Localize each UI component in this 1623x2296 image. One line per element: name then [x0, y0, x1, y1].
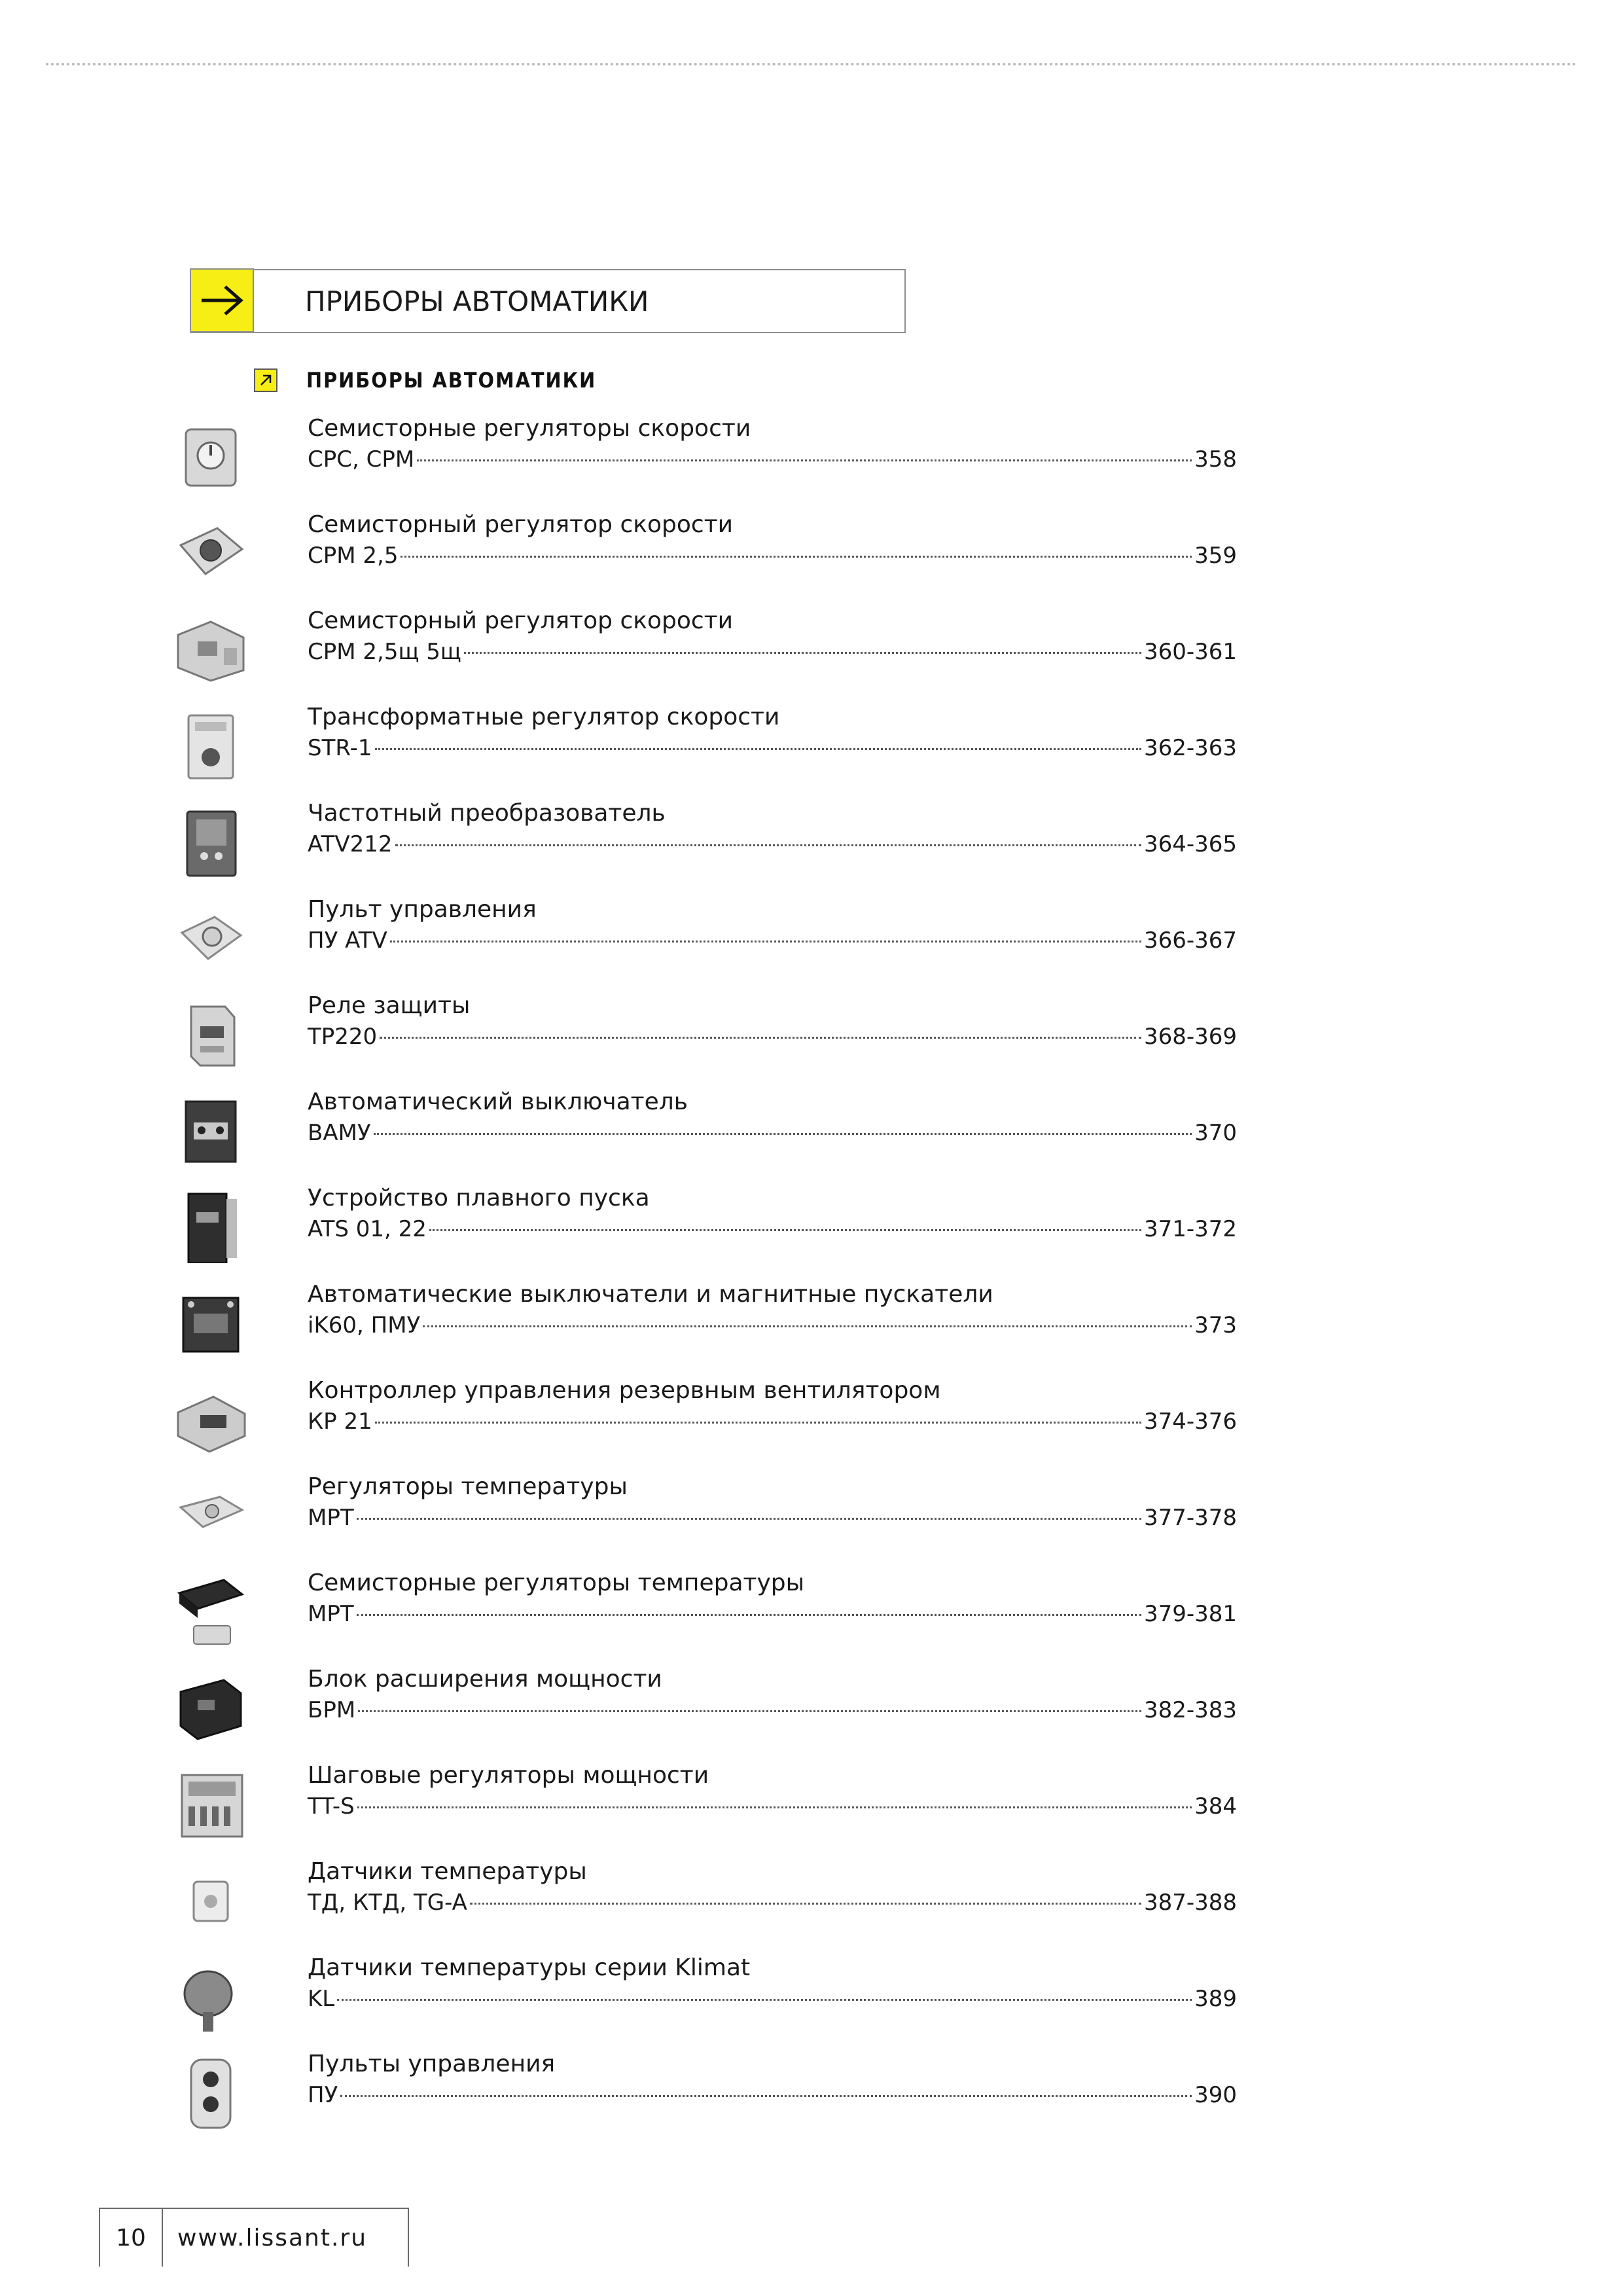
- arrow-up-right-icon: [254, 368, 277, 392]
- page-footer: [99, 2208, 409, 2267]
- toc-entry: [0, 987, 1623, 1083]
- entry-model-code: STR-1: [308, 735, 372, 761]
- entry-code-line: [308, 1024, 1237, 1050]
- entry-title: Устройство плавного пуска: [308, 1185, 650, 1211]
- entry-title: Датчики температуры: [308, 1858, 587, 1885]
- entry-model-code: СРС, СРМ: [308, 446, 415, 473]
- entry-model-code: TT-S: [308, 1793, 355, 1820]
- entry-code-line: [308, 1216, 1237, 1242]
- product-image-control-panel: [171, 904, 250, 975]
- entry-title: Регуляторы температуры: [308, 1473, 628, 1500]
- product-image-backup-fan-controller: [171, 1385, 250, 1456]
- toc-entry: [0, 410, 1623, 506]
- entry-code-line: [308, 1890, 1237, 1916]
- entry-model-code: МРТ: [308, 1505, 354, 1531]
- dot-leader: [464, 652, 1141, 654]
- product-image-temperature-sensor: [171, 1866, 250, 1937]
- entry-code-line: [308, 735, 1237, 761]
- entry-title: Датчики температуры серии Klimat: [308, 1954, 751, 1981]
- toc-entry: [0, 506, 1623, 602]
- entry-title: Шаговые регуляторы мощности: [308, 1762, 709, 1789]
- toc-entry: [0, 1179, 1623, 1276]
- entry-title: Автоматические выключатели и магнитные пускатели: [308, 1281, 993, 1308]
- entry-page-number: 364-365: [1143, 831, 1237, 857]
- dot-leader: [337, 1999, 1192, 2001]
- toc-entry: [0, 1083, 1623, 1179]
- entry-model-code: ATS 01, 22: [308, 1216, 427, 1242]
- product-image-din-rail-controller: [171, 615, 250, 686]
- entry-title: Семисторный регулятор скорости: [308, 607, 734, 634]
- dot-leader: [358, 1710, 1141, 1712]
- dot-leader: [395, 844, 1141, 846]
- dot-leader: [470, 1903, 1141, 1905]
- product-image-triac-temperature-regulator: [171, 1577, 250, 1648]
- dot-leader: [374, 1133, 1192, 1135]
- toc-entry: [0, 2045, 1623, 2142]
- dot-leader: [375, 1422, 1141, 1424]
- entry-code-line: [308, 1986, 1237, 2012]
- arrow-right-icon: [190, 268, 254, 332]
- toc-entry: [0, 698, 1623, 795]
- toc-entry: [0, 891, 1623, 987]
- entry-title: Пульт управления: [308, 896, 537, 923]
- page-number: 10: [100, 2209, 163, 2267]
- entry-model-code: МРТ: [308, 1601, 354, 1627]
- entry-page-number: 374-376: [1143, 1408, 1237, 1435]
- entry-title: Контроллер управления резервным вентилятором: [308, 1377, 941, 1404]
- entry-title: Автоматический выключатель: [308, 1088, 688, 1115]
- entry-model-code: ТД, КТД, TG-A: [308, 1890, 467, 1916]
- product-image-protection-relay: [171, 1000, 250, 1071]
- entry-code-line: [308, 446, 1237, 473]
- entry-page-number: 373: [1194, 1312, 1237, 1338]
- product-image-frequency-converter: [171, 808, 250, 878]
- entry-page-number: 371-372: [1143, 1216, 1237, 1242]
- entry-code-line: [308, 1312, 1237, 1338]
- entry-page-number: 389: [1194, 1986, 1237, 2012]
- entry-title: Частотный преобразователь: [308, 800, 666, 827]
- toc-entry: [0, 1276, 1623, 1372]
- entry-page-number: 359: [1194, 543, 1237, 569]
- product-image-transformer-controller: [171, 711, 250, 782]
- product-image-rotary-speed-controller: [171, 423, 250, 493]
- toc-entry: [0, 1372, 1623, 1468]
- entry-model-code: ATV212: [308, 831, 393, 857]
- entry-title: Реле защиты: [308, 992, 471, 1019]
- product-image-klimat-sensor: [171, 1962, 250, 2033]
- dot-leader: [375, 748, 1141, 750]
- toc-entry: [0, 1564, 1623, 1660]
- entry-model-code: СРМ 2,5: [308, 543, 399, 569]
- entry-page-number: 368-369: [1143, 1024, 1237, 1050]
- toc-entry: [0, 1468, 1623, 1564]
- table-of-contents: [0, 410, 1623, 2142]
- subsection-heading: [254, 368, 596, 393]
- entry-page-number: 362-363: [1143, 735, 1237, 761]
- entry-title: Семисторный регулятор скорости: [308, 511, 734, 538]
- entry-model-code: ПУ: [308, 2082, 338, 2108]
- toc-entry: [0, 1949, 1623, 2045]
- product-image-step-power-regulator: [171, 1770, 250, 1840]
- entry-code-line: [308, 831, 1237, 857]
- product-image-soft-starter: [171, 1193, 250, 1263]
- entry-model-code: ПУ ATV: [308, 927, 387, 954]
- entry-code-line: [308, 543, 1237, 569]
- entry-title: Блок расширения мощности: [308, 1666, 662, 1693]
- entry-model-code: ВАМУ: [308, 1120, 371, 1146]
- entry-page-number: 390: [1194, 2082, 1237, 2108]
- product-image-wall-speed-controller: [171, 519, 250, 590]
- website-url: www.lissant.ru: [177, 2224, 368, 2251]
- toc-entry: [0, 1853, 1623, 1949]
- dot-leader: [357, 1614, 1141, 1616]
- entry-model-code: БРМ: [308, 1697, 356, 1723]
- entry-code-line: [308, 639, 1237, 665]
- entry-page-number: 360-361: [1143, 639, 1237, 665]
- product-image-push-button-station: [171, 2058, 250, 2129]
- dot-leader: [357, 1518, 1141, 1520]
- dot-leader: [340, 2095, 1192, 2097]
- entry-code-line: [308, 927, 1237, 954]
- entry-page-number: 366-367: [1143, 927, 1237, 954]
- dot-leader: [429, 1229, 1141, 1231]
- entry-code-line: [308, 1408, 1237, 1435]
- entry-page-number: 379-381: [1143, 1601, 1237, 1627]
- dot-leader: [357, 1806, 1192, 1808]
- entry-title: Семисторные регуляторы скорости: [308, 415, 751, 442]
- entry-model-code: ТР220: [308, 1024, 378, 1050]
- toc-entry: [0, 1660, 1623, 1757]
- dot-leader: [417, 459, 1192, 461]
- subsection-title: ПРИБОРЫ АВТОМАТИКИ: [306, 368, 597, 393]
- entry-code-line: [308, 1505, 1237, 1531]
- dot-leader: [390, 941, 1141, 942]
- toc-entry: [0, 795, 1623, 891]
- top-dotted-rule: [46, 63, 1577, 65]
- product-image-circuit-breaker: [171, 1096, 250, 1167]
- entry-page-number: 377-378: [1143, 1505, 1237, 1531]
- entry-page-number: 387-388: [1143, 1890, 1237, 1916]
- entry-model-code: КР 21: [308, 1408, 372, 1435]
- entry-code-line: [308, 1697, 1237, 1723]
- toc-entry: [0, 602, 1623, 698]
- entry-model-code: iK60, ПМУ: [308, 1312, 421, 1338]
- product-image-power-expansion-unit: [171, 1674, 250, 1744]
- entry-page-number: 358: [1194, 446, 1237, 473]
- dot-leader: [423, 1325, 1192, 1327]
- entry-model-code: СРМ 2,5щ 5щ: [308, 639, 461, 665]
- entry-title: Трансформатные регулятор скорости: [308, 704, 780, 730]
- entry-page-number: 370: [1194, 1120, 1237, 1146]
- entry-code-line: [308, 2082, 1237, 2108]
- entry-page-number: 384: [1194, 1793, 1237, 1820]
- entry-page-number: 382-383: [1143, 1697, 1237, 1723]
- dot-leader: [401, 556, 1192, 558]
- product-image-magnetic-starter: [171, 1289, 250, 1359]
- entry-code-line: [308, 1793, 1237, 1820]
- entry-code-line: [308, 1120, 1237, 1146]
- toc-entry: [0, 1757, 1623, 1853]
- entry-code-line: [308, 1601, 1237, 1627]
- section-header-title: ПРИБОРЫ АВТОМАТИКИ: [305, 285, 649, 317]
- entry-model-code: KL: [308, 1986, 335, 2012]
- product-image-temperature-regulator: [171, 1481, 250, 1552]
- section-header-box: [190, 269, 906, 333]
- dot-leader: [380, 1037, 1141, 1039]
- entry-title: Пульты управления: [308, 2051, 556, 2077]
- entry-title: Семисторные регуляторы температуры: [308, 1570, 805, 1596]
